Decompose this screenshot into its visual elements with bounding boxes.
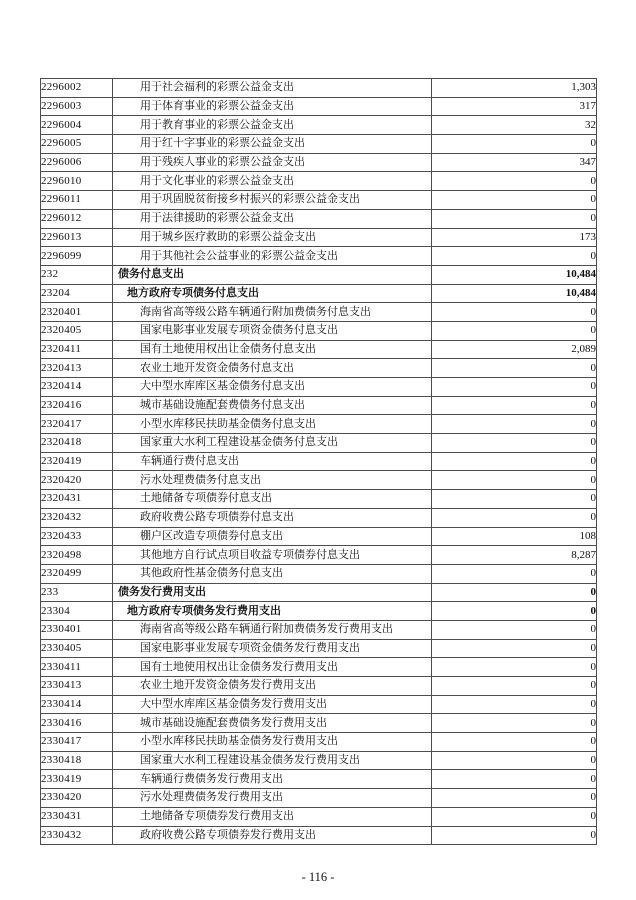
code-cell: 2330419 xyxy=(41,770,113,789)
code-cell: 2296010 xyxy=(41,172,113,191)
description-cell: 国家电影事业发展专项资金债务付息支出 xyxy=(113,321,432,340)
table-row xyxy=(41,639,597,658)
description-cell: 政府收费公路专项债券发行费用支出 xyxy=(113,826,432,845)
table-row xyxy=(41,770,597,789)
table-row xyxy=(41,97,597,116)
table-row xyxy=(41,434,597,453)
amount-cell: 0 xyxy=(432,247,597,266)
page-number: - 116 - xyxy=(301,870,335,884)
table-row xyxy=(41,714,597,733)
code-cell: 2320498 xyxy=(41,546,113,565)
code-cell: 2296004 xyxy=(41,116,113,135)
code-cell: 2330416 xyxy=(41,714,113,733)
amount-cell: 0 xyxy=(432,452,597,471)
amount-cell: 0 xyxy=(432,714,597,733)
amount-cell: 108 xyxy=(432,527,597,546)
description-cell: 国有土地使用权出让金债务发行费用支出 xyxy=(113,658,432,677)
description-cell: 债务发行费用支出 xyxy=(113,583,432,602)
table-row xyxy=(41,228,597,247)
amount-cell: 0 xyxy=(432,172,597,191)
code-cell: 2320405 xyxy=(41,321,113,340)
amount-cell: 8,287 xyxy=(432,546,597,565)
code-cell: 2320431 xyxy=(41,490,113,509)
table-row xyxy=(41,116,597,135)
description-cell: 用于巩固脱贫衔接乡村振兴的彩票公益金支出 xyxy=(113,191,432,210)
table-row xyxy=(41,191,597,210)
amount-cell: 0 xyxy=(432,396,597,415)
amount-cell: 0 xyxy=(432,564,597,583)
code-cell: 2296006 xyxy=(41,153,113,172)
description-cell: 小型水库移民扶助基金债务付息支出 xyxy=(113,415,432,434)
amount-cell: 0 xyxy=(432,620,597,639)
table-row xyxy=(41,789,597,808)
code-cell: 2330414 xyxy=(41,695,113,714)
table-row xyxy=(41,209,597,228)
table-row xyxy=(41,658,597,677)
description-cell: 地方政府专项债务付息支出 xyxy=(113,284,432,303)
amount-cell: 0 xyxy=(432,639,597,658)
code-cell: 23204 xyxy=(41,284,113,303)
amount-cell: 10,484 xyxy=(432,265,597,284)
table-row xyxy=(41,751,597,770)
code-cell: 232 xyxy=(41,265,113,284)
table-row xyxy=(41,284,597,303)
description-cell: 车辆通行费债务发行费用支出 xyxy=(113,770,432,789)
code-cell: 2330401 xyxy=(41,620,113,639)
description-cell: 用于文化事业的彩票公益金支出 xyxy=(113,172,432,191)
amount-cell: 0 xyxy=(432,434,597,453)
description-cell: 用于残疾人事业的彩票公益金支出 xyxy=(113,153,432,172)
amount-cell: 0 xyxy=(432,135,597,154)
amount-cell: 0 xyxy=(432,807,597,826)
code-cell: 233 xyxy=(41,583,113,602)
code-cell: 23304 xyxy=(41,602,113,621)
description-cell: 用于法律援助的彩票公益金支出 xyxy=(113,209,432,228)
amount-cell: 0 xyxy=(432,770,597,789)
code-cell: 2296011 xyxy=(41,191,113,210)
description-cell: 棚户区改造专项债券付息支出 xyxy=(113,527,432,546)
amount-cell: 0 xyxy=(432,378,597,397)
code-cell: 2320433 xyxy=(41,527,113,546)
table-row xyxy=(41,695,597,714)
table-row xyxy=(41,340,597,359)
table-row xyxy=(41,602,597,621)
code-cell: 2320416 xyxy=(41,396,113,415)
description-cell: 债务付息支出 xyxy=(113,265,432,284)
amount-cell: 0 xyxy=(432,751,597,770)
description-cell: 农业土地开发资金债务发行费用支出 xyxy=(113,677,432,696)
description-cell: 用于社会福利的彩票公益金支出 xyxy=(113,79,432,98)
amount-cell: 173 xyxy=(432,228,597,247)
table-row xyxy=(41,378,597,397)
description-cell: 国家电影事业发展专项资金债务发行费用支出 xyxy=(113,639,432,658)
amount-cell: 0 xyxy=(432,471,597,490)
description-cell: 土地储备专项债券发行费用支出 xyxy=(113,807,432,826)
description-cell: 车辆通行费付息支出 xyxy=(113,452,432,471)
table-row xyxy=(41,321,597,340)
table-row xyxy=(41,265,597,284)
description-cell: 海南省高等级公路车辆通行附加费债务发行费用支出 xyxy=(113,620,432,639)
description-cell: 用于体育事业的彩票公益金支出 xyxy=(113,97,432,116)
amount-cell: 0 xyxy=(432,733,597,752)
amount-cell: 317 xyxy=(432,97,597,116)
description-cell: 政府收费公路专项债券付息支出 xyxy=(113,508,432,527)
table-row xyxy=(41,826,597,845)
amount-cell: 0 xyxy=(432,359,597,378)
amount-cell: 0 xyxy=(432,695,597,714)
table-row xyxy=(41,564,597,583)
table-row xyxy=(41,527,597,546)
description-cell: 污水处理费债务付息支出 xyxy=(113,471,432,490)
table-row xyxy=(41,508,597,527)
description-cell: 国家重大水利工程建设基金债务付息支出 xyxy=(113,434,432,453)
table-row xyxy=(41,396,597,415)
code-cell: 2320419 xyxy=(41,452,113,471)
table-row xyxy=(41,172,597,191)
description-cell: 用于教育事业的彩票公益金支出 xyxy=(113,116,432,135)
code-cell: 2296005 xyxy=(41,135,113,154)
table-row xyxy=(41,733,597,752)
description-cell: 农业土地开发资金债务付息支出 xyxy=(113,359,432,378)
code-cell: 2330417 xyxy=(41,733,113,752)
table-row xyxy=(41,303,597,322)
code-cell: 2320432 xyxy=(41,508,113,527)
table-row xyxy=(41,359,597,378)
table-row xyxy=(41,79,597,98)
amount-cell: 0 xyxy=(432,602,597,621)
description-cell: 海南省高等级公路车辆通行附加费债务付息支出 xyxy=(113,303,432,322)
code-cell: 2320413 xyxy=(41,359,113,378)
code-cell: 2330405 xyxy=(41,639,113,658)
amount-cell: 0 xyxy=(432,789,597,808)
amount-cell: 0 xyxy=(432,191,597,210)
table-row xyxy=(41,807,597,826)
amount-cell: 1,303 xyxy=(432,79,597,98)
amount-cell: 0 xyxy=(432,677,597,696)
amount-cell: 347 xyxy=(432,153,597,172)
code-cell: 2320411 xyxy=(41,340,113,359)
amount-cell: 0 xyxy=(432,303,597,322)
description-cell: 用于城乡医疗救助的彩票公益金支出 xyxy=(113,228,432,247)
table-body xyxy=(41,79,597,845)
code-cell: 2330413 xyxy=(41,677,113,696)
amount-cell: 0 xyxy=(432,658,597,677)
table-row xyxy=(41,583,597,602)
table-row xyxy=(41,452,597,471)
table-row xyxy=(41,620,597,639)
table-row xyxy=(41,490,597,509)
description-cell: 土地储备专项债券付息支出 xyxy=(113,490,432,509)
code-cell: 2320418 xyxy=(41,434,113,453)
description-cell: 其他地方自行试点项目收益专项债券付息支出 xyxy=(113,546,432,565)
code-cell: 2330411 xyxy=(41,658,113,677)
table-row xyxy=(41,135,597,154)
code-cell: 2296099 xyxy=(41,247,113,266)
code-cell: 2330420 xyxy=(41,789,113,808)
amount-cell: 0 xyxy=(432,583,597,602)
code-cell: 2296013 xyxy=(41,228,113,247)
code-cell: 2320420 xyxy=(41,471,113,490)
code-cell: 2330418 xyxy=(41,751,113,770)
description-cell: 国家重大水利工程建设基金债务发行费用支出 xyxy=(113,751,432,770)
amount-cell: 0 xyxy=(432,826,597,845)
budget-table xyxy=(40,78,597,845)
description-cell: 小型水库移民扶助基金债务发行费用支出 xyxy=(113,733,432,752)
code-cell: 2296012 xyxy=(41,209,113,228)
table-row xyxy=(41,153,597,172)
table-row xyxy=(41,677,597,696)
amount-cell: 10,484 xyxy=(432,284,597,303)
amount-cell: 0 xyxy=(432,415,597,434)
description-cell: 国有土地使用权出让金债务付息支出 xyxy=(113,340,432,359)
amount-cell: 0 xyxy=(432,321,597,340)
table-row xyxy=(41,471,597,490)
description-cell: 地方政府专项债务发行费用支出 xyxy=(113,602,432,621)
description-cell: 城市基础设施配套费债务付息支出 xyxy=(113,396,432,415)
code-cell: 2320401 xyxy=(41,303,113,322)
description-cell: 城市基础设施配套费债务发行费用支出 xyxy=(113,714,432,733)
amount-cell: 32 xyxy=(432,116,597,135)
code-cell: 2296002 xyxy=(41,79,113,98)
code-cell: 2320414 xyxy=(41,378,113,397)
description-cell: 用于其他社会公益事业的彩票公益金支出 xyxy=(113,247,432,266)
amount-cell: 0 xyxy=(432,490,597,509)
code-cell: 2330432 xyxy=(41,826,113,845)
description-cell: 用于红十字事业的彩票公益金支出 xyxy=(113,135,432,154)
description-cell: 其他政府性基金债务付息支出 xyxy=(113,564,432,583)
description-cell: 大中型水库库区基金债务付息支出 xyxy=(113,378,432,397)
code-cell: 2320499 xyxy=(41,564,113,583)
description-cell: 污水处理费债务发行费用支出 xyxy=(113,789,432,808)
table-row xyxy=(41,415,597,434)
code-cell: 2320417 xyxy=(41,415,113,434)
amount-cell: 2,089 xyxy=(432,340,597,359)
amount-cell: 0 xyxy=(432,508,597,527)
description-cell: 大中型水库库区基金债务发行费用支出 xyxy=(113,695,432,714)
code-cell: 2330431 xyxy=(41,807,113,826)
amount-cell: 0 xyxy=(432,209,597,228)
table-row xyxy=(41,247,597,266)
code-cell: 2296003 xyxy=(41,97,113,116)
table-row xyxy=(41,546,597,565)
